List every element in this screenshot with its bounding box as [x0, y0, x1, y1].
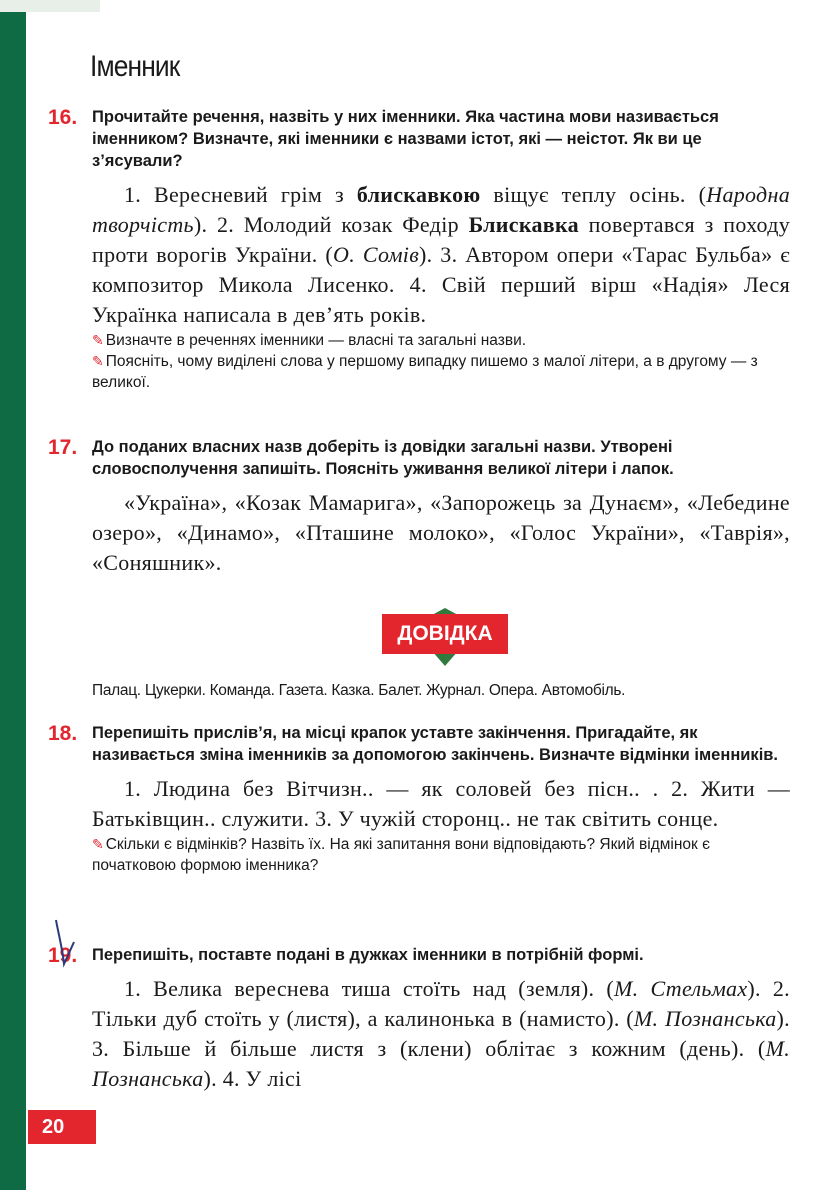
page-title: Іменник	[90, 50, 180, 83]
reference-badge	[382, 610, 508, 672]
hand-pencil-icon: ✎	[92, 332, 104, 348]
reference-label: ДОВІДКА	[382, 614, 508, 654]
exercise-17	[48, 436, 790, 578]
checkmark-pen-icon	[52, 918, 78, 968]
hand-pencil-icon: ✎	[92, 836, 104, 852]
exercise-number: 18.	[48, 722, 78, 745]
exercise-text: 1. Вересневий грім з блискавкою віщує теплу осінь. (Народна творчість). 2. Молодий козак Федір Блискавка повертався з походу проти ворогів України. (О. Сомів). 3. Автором опери «Тарас Бульба» є композитор Микола Лисенко. 4. Свій перший вірш «Надія» Леся Українка написала в дев’ять років.	[92, 182, 791, 327]
exercise-note: ✎ Визначте в реченнях іменники — власні та загальні назви.	[92, 332, 527, 349]
exercise-number: 16.	[48, 106, 78, 129]
exercise-note: ✎ Скільки є відмінків? Назвіть їх. На які запитання вони відповідають? Який відмінок є початковою формою іменника?	[92, 836, 711, 874]
exercise-task: Перепишіть, поставте подані в дужках іменники в потрібній формі.	[92, 946, 644, 964]
exercise-task: Прочитайте речення, назвіть у них іменники. Яка частина мови називається іменником? Визначте, які іменники є назвами істот, які — неістот. Як ви це з’ясували?	[92, 108, 719, 170]
page-number: 20	[28, 1110, 96, 1144]
source-citation: Народна творчість	[92, 182, 790, 237]
source-citation: М. Познанська	[92, 1036, 790, 1091]
highlighted-word: Блискавка	[468, 212, 579, 237]
exercise-text: 1. Людина без Вітчизн.. — як соловей без пісн.. . 2. Жити — Батьківщин.. служити. 3. У чужій сторонц.. не так світить сонце.	[92, 776, 790, 831]
exercise-task: Перепишіть прислів’я, на місці крапок уставте закінчення. Пригадайте, як називається зміна іменників за допомогою закінчень. Визначте відмінки іменників.	[92, 724, 779, 764]
exercise-19	[48, 944, 790, 1094]
exercise-number: 17.	[48, 436, 78, 459]
page-margin-strip	[0, 0, 26, 1190]
margin-highlight	[0, 0, 100, 12]
exercise-text: «Україна», «Козак Мамарига», «Запорожець за Дунаєм», «Лебедине озеро», «Динамо», «Пташине молоко», «Голос України», «Таврія», «Соняшник».	[92, 490, 790, 575]
hand-pencil-icon: ✎	[92, 353, 104, 369]
source-citation: М. Познанська	[633, 1006, 777, 1031]
highlighted-word: блискавкою	[356, 182, 481, 207]
reference-text: Палац. Цукерки. Команда. Газета. Казка. Балет. Журнал. Опера. Автомобіль.	[92, 682, 626, 699]
exercise-text: 1. Велика вереснева тиша стоїть над (земля). (М. Стельмах). 2. Тільки дуб стоїть у (листя), а калинонька в (намисто). (М. Познанська). 3. Більше й більше листя з (клени) облітає з кожним (день). (М. Познанська). 4. У лісі	[92, 976, 790, 1091]
exercise-task: До поданих власних назв доберіть із довідки загальні назви. Утворені словосполучення запишіть. Поясніть уживання великої літери і лапок.	[92, 438, 674, 478]
exercise-18	[48, 722, 790, 876]
exercise-note: ✎ Поясніть, чому виділені слова у першому випадку пишемо з малої літери, а в другому — з великої.	[92, 353, 758, 391]
source-citation: М. Стельмах	[614, 976, 748, 1001]
exercise-number: 19.	[48, 944, 78, 967]
exercise-16	[48, 106, 790, 393]
source-citation: О. Сомів	[333, 242, 420, 267]
